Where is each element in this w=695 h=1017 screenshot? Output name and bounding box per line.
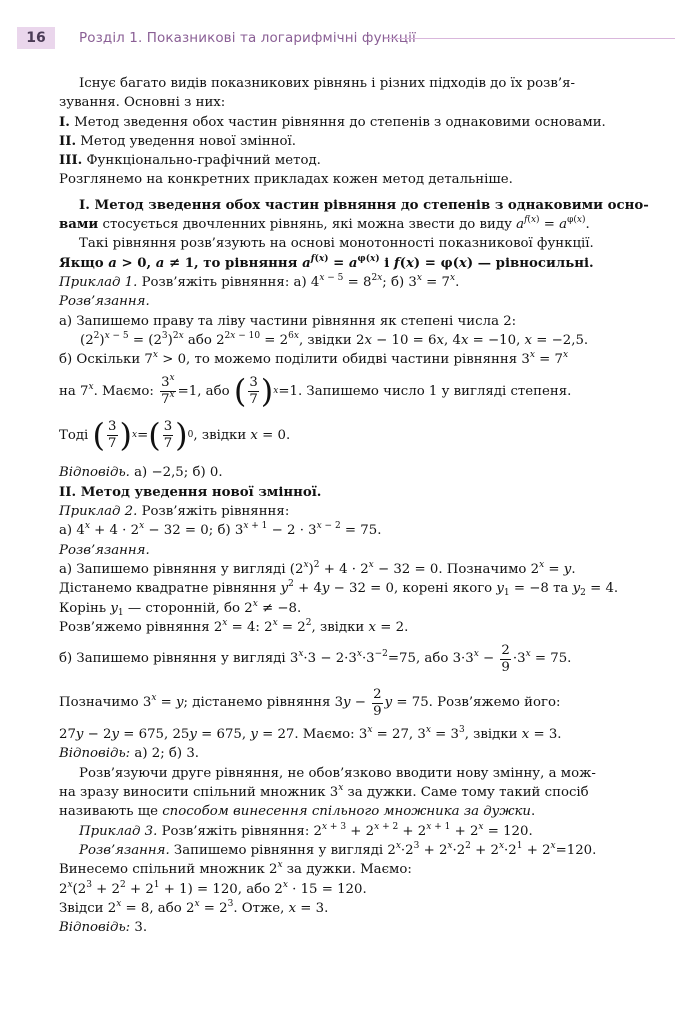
example-title: Приклад 2. Розв’яжіть рівняння: — [59, 504, 290, 520]
answer: Відповідь: а) 2; б) 3. — [59, 746, 200, 762]
solution-line: Винесемо спільний множник 2$^x$ за дужки. Маємо: — [59, 860, 412, 878]
equation: а) $4^x + 4 \cdot 2^x - 32 = 0$; б) $3^{x + 1} - 2 \cdot 3^{x - 2} = 75$. — [59, 521, 382, 539]
formula-line: Позначимо $3^x = y$; дістанемо рівняння 3y − $\frac{2}{9}$ y = 75. Розв’яжемо його: — [59, 686, 561, 719]
solution-line: $2^x(2^3 + 2^2 + 2^1 + 1) = 120$, або $2^x \cdot 15 = 120$. — [59, 879, 367, 897]
solution-label: Розв’язання. — [59, 294, 150, 310]
section-heading: II. Метод уведення нової змінної. — [59, 484, 322, 500]
method-item: I. Метод зведення обох частин рівняння до степенів з однаковими основами. — [59, 114, 606, 130]
page-content — [59, 74, 674, 937]
paragraph: Такі рівняння розв’язують на основі монотонності показникової функції. — [79, 236, 594, 252]
formula-line: б) Запишемо рівняння у вигляді $3^x\cdot 3 - 2\cdot 3^x\cdot 3^{-2}=75$, або $3\cdot 3^x$ − $\frac{2}{9}$ $\cdot 3^x = 75$. — [59, 642, 572, 675]
solution-line: 27y − 2y = 675, 25y = 675, y = 27. Маємо: $3^x = 27$, $3^x = 3^3$, звідки x = 3. — [59, 725, 562, 743]
section-heading: I. Метод зведення обох частин рівняння до степенів з однаковими осно- — [79, 197, 649, 213]
answer: Відповідь. а) −2,5; б) 0. — [59, 465, 223, 481]
paragraph: Існує багато видів показникових рівнянь і різних підходів до їх розв’я- — [79, 76, 575, 91]
solution-line: а) Запишемо рівняння у вигляді $(2^x)^2 + 4 \cdot 2^x - 32 = 0$. Позначимо $2^x = y$. — [59, 559, 576, 577]
paragraph: Розглянемо на конкретних прикладах кожен метод детальніше. — [59, 172, 513, 188]
theorem: Якщо a > 0, a ≠ 1, то рівняння $a^{f(x)} = a^{\varphi(x)}$ і f(x) = φ(x) — рівносильні. — [59, 253, 594, 271]
paragraph: вами стосується двочленних рівнянь, які можна звести до виду $a^{f(x)} = a^{\varphi(x)}$. — [59, 215, 590, 233]
solution-label: Розв’язання. — [59, 542, 150, 558]
page-header — [0, 22, 695, 52]
solution-line: Корінь $y_1$ — сторонній, бо $2^x \ne -8$. — [59, 598, 302, 618]
solution-line: $(2^2)^{x - 5} = (2^3)^{2x}$ або $2^{2x - 10} = 2^{6x}$, звідки 2x − 10 = 6x, 4x = −10, x = −2,5. — [80, 330, 589, 348]
solution-line: Дістанемо квадратне рівняння $y^2 + 4y - 32 = 0$, корені якого $y_1 = -8$ та $y_2 = 4$. — [59, 579, 619, 599]
method-item: III. Функціонально-графічний метод. — [59, 153, 321, 169]
header-rule — [385, 38, 675, 39]
solution-line: Звідси $2^x = 8$, або $2^x = 2^3$. Отже, x = 3. — [59, 898, 329, 916]
solution-line: б) Оскільки $7^x > 0$, то можемо поділити обидві частини рівняння $3^x = 7^x$ — [59, 350, 569, 368]
method-item: II. Метод уведення нової змінної. — [59, 133, 297, 149]
formula-line: Тоді ( $\frac{3}{7}$ ) x = ( $\frac{3}{7}$ ) 0 , звідки x = 0. — [59, 416, 291, 455]
paragraph: зування. Основні з них: — [59, 95, 226, 111]
formula-line: на 7$^x$. Маємо: $\frac{3^x}{7^x}$ =1, або ( $\frac{3}{7}$ ) x =1. Запишемо число 1 у вигляді степеня. — [59, 372, 572, 411]
solution-line: Розв’язання. Запишемо рівняння у вигляді $2^x\cdot 2^3 + 2^x\cdot 2^2 + 2^x\cdot 2^1 + 2^x=120$. — [79, 840, 597, 858]
solution-line: Розв’яжемо рівняння $2^x = 4$: $2^x = 2^2$, звідки x = 2. — [59, 617, 409, 635]
chapter-title: Розділ 1. Показникові та логарифмічні функції — [79, 30, 416, 46]
example-title: Приклад 1. Розв’яжіть рівняння: а) $4^{x - 5} = 8^{2x}$; б) $3^x = 7^x$. — [59, 272, 460, 290]
answer: Відповідь: 3. — [59, 920, 148, 936]
paragraph: називають ще способом винесення спільного множника за дужки. — [59, 804, 536, 820]
paragraph: на зразу виносити спільний множник 3$^x$ за дужки. Саме тому такий спосіб — [59, 783, 589, 801]
example-title: Приклад 3. Розв’яжіть рівняння: $2^{x + 3} + 2^{x + 2} + 2^{x + 1} + 2^x = 120$. — [79, 821, 533, 839]
paragraph: Розв’язуючи друге рівняння, не обов’язково вводити нову змінну, а мож- — [79, 765, 596, 781]
solution-line: а) Запишемо праву та ліву частини рівняння як степені числа 2: — [59, 313, 517, 329]
page-number: 16 — [17, 27, 55, 49]
